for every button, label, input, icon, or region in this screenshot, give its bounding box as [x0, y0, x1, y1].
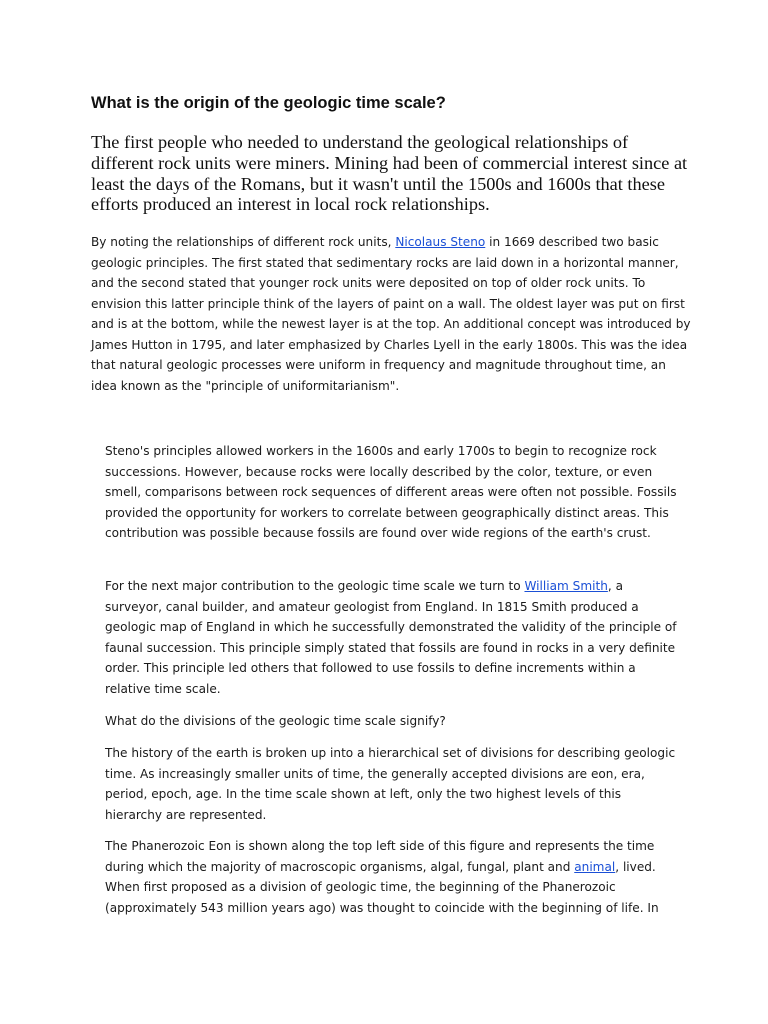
paragraph-divisions: The history of the earth is broken up into a hierarchical set of divisions for describing geologic time. As increasingly smaller units of time, the generally accepted divisions are eon, era, period, epoch, age. In the time scale shown at left, only the two highest levels of this hierarchy are represented. — [105, 746, 676, 822]
animal-link[interactable]: animal — [574, 859, 616, 874]
paragraph-steno — [91, 232, 691, 396]
paragraph-text: in 1669 described two basic geologic principles. The first stated that sedimentary rocks are laid down in a horizontal manner, and the second stated that younger rock units were deposited on top of older rock units. To envision this latter principle think of the layers of paint on a wall. The oldest layer was put on first and is at the bottom, while the newest layer is at the top. An additional concept was introduced by James Hutton in 1795, and later emphasized by Charles Lyell in the early 1800s. This was the idea that natural geologic processes were uniform in frequency and magnitude throughout time, an idea known as the "principle of uniformitarianism". — [91, 235, 691, 393]
lead-paragraph: The first people who needed to understand the geological relationships of different rock units were miners. Mining had been of commercial interest since at least the days of the Romans, but it wasn't until the 1500s and 1600s that these efforts produced an interest in local rock relationships. — [91, 132, 688, 215]
paragraph-william-smith — [105, 576, 677, 699]
paragraph-phanerozoic — [105, 836, 677, 918]
subheading-divisions: What do the divisions of the geologic time scale signify? — [105, 714, 446, 728]
nicolaus-steno-link[interactable]: Nicolaus Steno — [395, 235, 486, 249]
paragraph-text: The Phanerozoic Eon is shown along the top left side of this figure and represents the time during which the majority of macroscopic organisms, algal, fungal, plant and — [105, 839, 655, 874]
page-heading: What is the origin of the geologic time scale? — [91, 94, 446, 112]
paragraph-fossils: Steno's principles allowed workers in the 1600s and early 1700s to begin to recognize rock successions. However, because rocks were locally described by the color, texture, or even smell, comparisons between rock sequences of different areas were often not possible. Fossils provided the opportunity for workers to correlate between geographically distinct areas. This contribution was possible because fossils are found over wide regions of the earth's crust. — [105, 444, 677, 540]
william-smith-link[interactable]: William Smith — [524, 579, 608, 593]
paragraph-text: For the next major contribution to the geologic time scale we turn to — [105, 579, 525, 593]
paragraph-text: , a surveyor, canal builder, and amateur geologist from England. In 1815 Smith produced a geologic map of England in which he successfully demonstrated the validity of the principle of faunal succession. This principle simply stated that fossils are found in rocks in a very definite order. This principle led others that followed to use fossils to define increments within a relative time scale. — [105, 579, 677, 696]
paragraph-text: , lived. When first proposed as a division of geologic time, the beginning of the Phanerozoic (approximately 543 million years ago) was thought to coincide with the beginning of life. In — [105, 859, 659, 915]
paragraph-text: By noting the relationships of different rock units, — [91, 235, 396, 249]
